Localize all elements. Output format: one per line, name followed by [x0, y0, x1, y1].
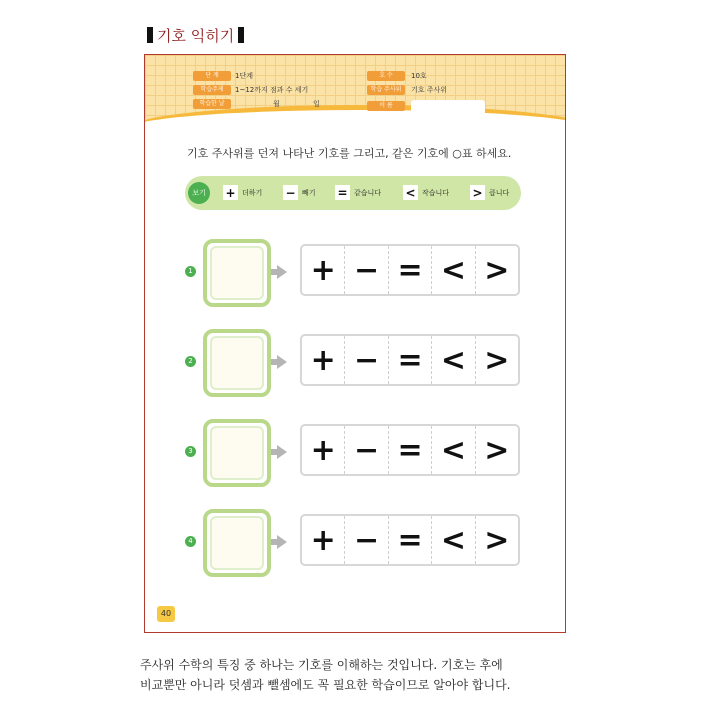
minus-icon: −: [283, 185, 298, 200]
choice-equals[interactable]: =: [388, 336, 431, 384]
exercise-row: [145, 329, 565, 399]
heading-right-bar: [238, 27, 244, 43]
name-field[interactable]: [411, 100, 485, 115]
heading-text: 기호 익히기: [157, 26, 235, 45]
example-item-label: 같습니다: [354, 188, 382, 197]
symbol-choices: [300, 514, 520, 566]
example-item-label: 작습니다: [422, 188, 450, 197]
row-number: 2: [185, 356, 196, 367]
choice-equals[interactable]: =: [388, 426, 431, 474]
choice-plus[interactable]: +: [310, 522, 336, 558]
greater-than-icon: >: [470, 185, 485, 200]
choice-greater[interactable]: >: [475, 246, 518, 294]
choice-less[interactable]: <: [431, 246, 474, 294]
worksheet-image: [144, 54, 566, 633]
arrow-right-icon: [277, 535, 287, 549]
example-item-plus: [223, 185, 262, 200]
symbol-choices: [300, 424, 520, 476]
row-number: 4: [185, 536, 196, 547]
value-topic: 1~12까지 점과 수 세기: [235, 86, 309, 94]
example-item-less: [403, 185, 449, 200]
exercise-row: [145, 509, 565, 579]
value-month: 월: [273, 100, 280, 108]
label-dice: 학습 주사위: [367, 85, 405, 95]
caption-line: 비교뿐만 아니라 덧셈과 뺄셈에도 꼭 필요한 학습이므로 알아야 합니다.: [140, 678, 511, 692]
choice-less[interactable]: <: [431, 336, 474, 384]
draw-box[interactable]: [203, 509, 271, 577]
caption: [140, 655, 610, 695]
choice-equals[interactable]: =: [388, 516, 431, 564]
exercise-row: [145, 419, 565, 489]
example-box: [185, 176, 521, 210]
draw-box[interactable]: [203, 419, 271, 487]
plus-icon: +: [223, 185, 238, 200]
page-heading: [143, 24, 248, 46]
page-number: 40: [157, 606, 175, 622]
value-day: 일: [313, 100, 320, 108]
label-topic: 학습주제: [193, 85, 231, 95]
value-dice: 기호 주사위: [411, 86, 448, 94]
row-number: 3: [185, 446, 196, 457]
choice-greater[interactable]: >: [475, 516, 518, 564]
choice-less[interactable]: <: [431, 516, 474, 564]
choice-greater[interactable]: >: [475, 336, 518, 384]
caption-line: 주사위 수학의 특징 중 하나는 기호를 이해하는 것입니다. 기호는 후에: [140, 658, 503, 672]
arrow-right-icon: [277, 445, 287, 459]
example-item-label: 더하기: [242, 188, 263, 197]
heading-left-bar: [147, 27, 153, 43]
example-item-minus: [283, 185, 316, 200]
draw-box[interactable]: [203, 239, 271, 307]
less-than-icon: <: [403, 185, 418, 200]
choice-greater[interactable]: >: [475, 426, 518, 474]
arrow-right-icon: [277, 355, 287, 369]
label-issue: 호 수: [367, 71, 405, 81]
choice-less[interactable]: <: [431, 426, 474, 474]
choice-plus[interactable]: +: [310, 252, 336, 288]
example-item-label: 큽니다: [489, 188, 510, 197]
choice-plus[interactable]: +: [310, 342, 336, 378]
example-item-label: 빼기: [302, 188, 316, 197]
label-level: 단 계: [193, 71, 231, 81]
row-number: 1: [185, 266, 196, 277]
choice-equals[interactable]: =: [388, 246, 431, 294]
value-level: 1단계: [235, 72, 253, 80]
exercise-row: [145, 239, 565, 309]
symbol-choices: [300, 244, 520, 296]
instruction-text: 기호 주사위를 던져 나타난 기호를 그리고, 같은 기호에 ○표 하세요.: [187, 147, 512, 160]
value-issue: 10호: [411, 72, 427, 80]
header-wave-decoration: [144, 105, 566, 146]
example-badge: 보기: [188, 182, 210, 204]
arrow-right-icon: [277, 265, 287, 279]
choice-minus[interactable]: −: [344, 336, 387, 384]
example-item-greater: [470, 185, 509, 200]
draw-box[interactable]: [203, 329, 271, 397]
symbol-choices: [300, 334, 520, 386]
equals-icon: =: [335, 185, 350, 200]
choice-plus[interactable]: +: [310, 432, 336, 468]
choice-minus[interactable]: −: [344, 516, 387, 564]
choice-minus[interactable]: −: [344, 246, 387, 294]
choice-minus[interactable]: −: [344, 426, 387, 474]
example-item-equals: [335, 185, 381, 200]
label-name: 이 름: [367, 101, 405, 111]
label-date: 학습한 날: [193, 99, 231, 109]
